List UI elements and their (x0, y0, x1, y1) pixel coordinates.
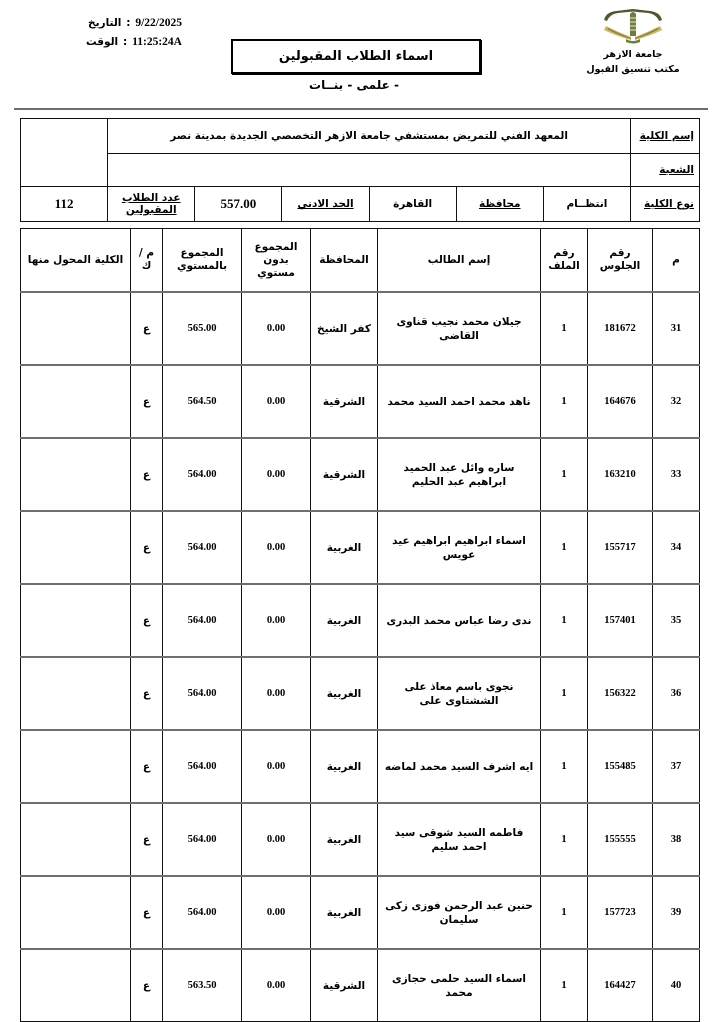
cell-transferred-from (21, 949, 131, 1022)
cell-seat-no: 181672 (588, 292, 653, 365)
cell-seq: 32 (653, 365, 700, 438)
cell-transferred-from (21, 438, 131, 511)
report-subtitle: - علمى - بنــات (309, 78, 399, 92)
cell-mk: ع (131, 511, 163, 584)
date-label: التاريخ (88, 17, 122, 29)
cell-mk: ع (131, 949, 163, 1022)
cell-mk: ع (131, 803, 163, 876)
cell-seat-no: 163210 (588, 438, 653, 511)
cell-transferred-from (21, 511, 131, 584)
table-row (21, 876, 700, 949)
cell-seq: 40 (653, 949, 700, 1022)
table-row (21, 803, 700, 876)
university-logo-block (568, 6, 698, 75)
cell-student-name: ندى رضا عباس محمد البدرى (378, 584, 541, 657)
cell-seat-no: 155485 (588, 730, 653, 803)
cell-transferred-from (21, 584, 131, 657)
accepted-count-label: عدد الطلاب المقبولين (108, 187, 195, 222)
table-row (21, 949, 700, 1022)
college-name-row (21, 119, 700, 154)
cell-file-no: 1 (541, 949, 588, 1022)
cell-mk: ع (131, 730, 163, 803)
cell-student-name: اسماء ابراهيم ابراهيم عيد عويس (378, 511, 541, 584)
cell-total-with-level: 563.50 (163, 949, 242, 1022)
cell-total-without-level: 0.00 (242, 657, 311, 730)
header-divider (14, 108, 708, 110)
min-score-label: الحد الادني (282, 187, 369, 222)
cell-file-no: 1 (541, 584, 588, 657)
cell-student-name: ناهد محمد احمد السيد محمد (378, 365, 541, 438)
column-header-governorate: المحافظة (311, 229, 378, 293)
cell-transferred-from (21, 365, 131, 438)
time-row (8, 33, 188, 52)
cell-file-no: 1 (541, 292, 588, 365)
cell-seq: 34 (653, 511, 700, 584)
cell-total-without-level: 0.00 (242, 438, 311, 511)
cell-total-with-level: 564.00 (163, 803, 242, 876)
college-name-label: إسم الكلية (631, 119, 700, 154)
cell-governorate: الغربية (311, 584, 378, 657)
column-header-total-without-level: المجموع بدون مستوي (242, 229, 311, 293)
cell-total-without-level: 0.00 (242, 584, 311, 657)
table-row (21, 657, 700, 730)
students-table-body (21, 292, 700, 1022)
page-header (0, 0, 720, 112)
cell-governorate: الغربية (311, 511, 378, 584)
cell-mk: ع (131, 584, 163, 657)
column-header-transferred-from: الكلية المحول منها (21, 229, 131, 293)
cell-seat-no: 156322 (588, 657, 653, 730)
cell-total-with-level: 564.00 (163, 876, 242, 949)
governorate-value: القاهرة (369, 187, 456, 222)
min-score-value: 557.00 (195, 187, 282, 222)
table-row (21, 438, 700, 511)
cell-file-no: 1 (541, 511, 588, 584)
page-title: اسماء الطلاب المقبولين (278, 49, 434, 64)
cell-student-name: فاطمه السيد شوقى سيد احمد سليم (378, 803, 541, 876)
cell-total-without-level: 0.00 (242, 365, 311, 438)
cell-seq: 31 (653, 292, 700, 365)
cell-file-no: 1 (541, 876, 588, 949)
print-datetime (8, 14, 188, 52)
cell-total-with-level: 564.50 (163, 365, 242, 438)
college-name-value: المعهد الفني للتمريض بمستشفي جامعة الازهر التخصصي الجديدة بمدينة نصر (108, 119, 631, 154)
date-colon: : (126, 17, 131, 29)
column-header-seat-no: رقم الجلوس (588, 229, 653, 293)
cell-seat-no: 164427 (588, 949, 653, 1022)
cell-governorate: الغربية (311, 730, 378, 803)
column-header-mk: م / ك (131, 229, 163, 293)
college-meta-row (21, 187, 700, 222)
cell-governorate: الشرقية (311, 438, 378, 511)
cell-student-name: جيلان محمد نجيب قناوى القاضى (378, 292, 541, 365)
branch-row (21, 154, 700, 187)
cell-mk: ع (131, 365, 163, 438)
cell-seat-no: 157723 (588, 876, 653, 949)
cell-student-name: ايه اشرف السيد محمد لماضه (378, 730, 541, 803)
cell-seq: 35 (653, 584, 700, 657)
cell-seq: 36 (653, 657, 700, 730)
cell-transferred-from (21, 657, 131, 730)
cell-mk: ع (131, 657, 163, 730)
table-row (21, 730, 700, 803)
cell-governorate: الشرقية (311, 949, 378, 1022)
cell-total-with-level: 565.00 (163, 292, 242, 365)
accepted-count-value: 112 (21, 187, 108, 222)
cell-seq: 37 (653, 730, 700, 803)
cell-transferred-from (21, 292, 131, 365)
date-row (8, 14, 188, 33)
cell-mk: ع (131, 438, 163, 511)
cell-file-no: 1 (541, 730, 588, 803)
time-label: الوقت (86, 36, 119, 48)
college-info-table (20, 118, 700, 222)
cell-total-with-level: 564.00 (163, 657, 242, 730)
cell-student-name: حنين عبد الرحمن فوزى زكى سليمان (378, 876, 541, 949)
cell-total-with-level: 564.00 (163, 584, 242, 657)
cell-transferred-from (21, 803, 131, 876)
cell-seat-no: 164676 (588, 365, 653, 438)
cell-governorate: الغربية (311, 803, 378, 876)
cell-seq: 33 (653, 438, 700, 511)
college-type-value: انتظــام (543, 187, 630, 222)
cell-mk: ع (131, 876, 163, 949)
cell-seq: 38 (653, 803, 700, 876)
cell-governorate: كفر الشيخ (311, 292, 378, 365)
admission-office-name: مكتب تنسيق القبول (586, 64, 680, 75)
cell-total-with-level: 564.00 (163, 730, 242, 803)
cell-total-without-level: 0.00 (242, 292, 311, 365)
cell-file-no: 1 (541, 438, 588, 511)
table-row (21, 365, 700, 438)
cell-student-name: ساره وائل عبد الحميد ابراهيم عبد الحليم (378, 438, 541, 511)
column-header-file-no: رقم الملف (541, 229, 588, 293)
governorate-label: محافظة (456, 187, 543, 222)
cell-seat-no: 155717 (588, 511, 653, 584)
cell-total-without-level: 0.00 (242, 876, 311, 949)
cell-total-without-level: 0.00 (242, 730, 311, 803)
time-value: 11:25:24A (132, 36, 182, 48)
cell-mk: ع (131, 292, 163, 365)
college-type-label: نوع الكلية (631, 187, 700, 222)
university-name: جامعة الازهر (603, 49, 663, 60)
cell-total-without-level: 0.00 (242, 803, 311, 876)
cell-total-with-level: 564.00 (163, 438, 242, 511)
cell-seq: 39 (653, 876, 700, 949)
date-value: 9/22/2025 (135, 17, 182, 29)
table-row (21, 511, 700, 584)
cell-total-without-level: 0.00 (242, 949, 311, 1022)
cell-total-with-level: 564.00 (163, 511, 242, 584)
column-header-total-with-level: المجموع بالمستوي (163, 229, 242, 293)
cell-transferred-from (21, 730, 131, 803)
column-header-student-name: إسم الطالب (378, 229, 541, 293)
cell-seat-no: 155555 (588, 803, 653, 876)
students-table-head (21, 229, 700, 293)
branch-label: الشعبة (631, 154, 700, 187)
cell-total-without-level: 0.00 (242, 511, 311, 584)
cell-transferred-from (21, 876, 131, 949)
students-table-header-row (21, 229, 700, 293)
cell-student-name: نجوى باسم معاذ على الششتاوى على (378, 657, 541, 730)
cell-file-no: 1 (541, 803, 588, 876)
cell-student-name: اسماء السيد حلمى حجازى محمد (378, 949, 541, 1022)
time-colon: : (123, 36, 128, 48)
cell-file-no: 1 (541, 657, 588, 730)
report-title-box (231, 39, 481, 74)
cell-governorate: الغربية (311, 657, 378, 730)
cell-governorate: الشرقية (311, 365, 378, 438)
column-header-seq: م (653, 229, 700, 293)
cell-file-no: 1 (541, 365, 588, 438)
cell-governorate: الغربية (311, 876, 378, 949)
azhar-university-emblem-icon (596, 6, 670, 48)
cell-seat-no: 157401 (588, 584, 653, 657)
table-row (21, 584, 700, 657)
branch-value (108, 154, 631, 187)
students-table (20, 228, 700, 1022)
table-row (21, 292, 700, 365)
